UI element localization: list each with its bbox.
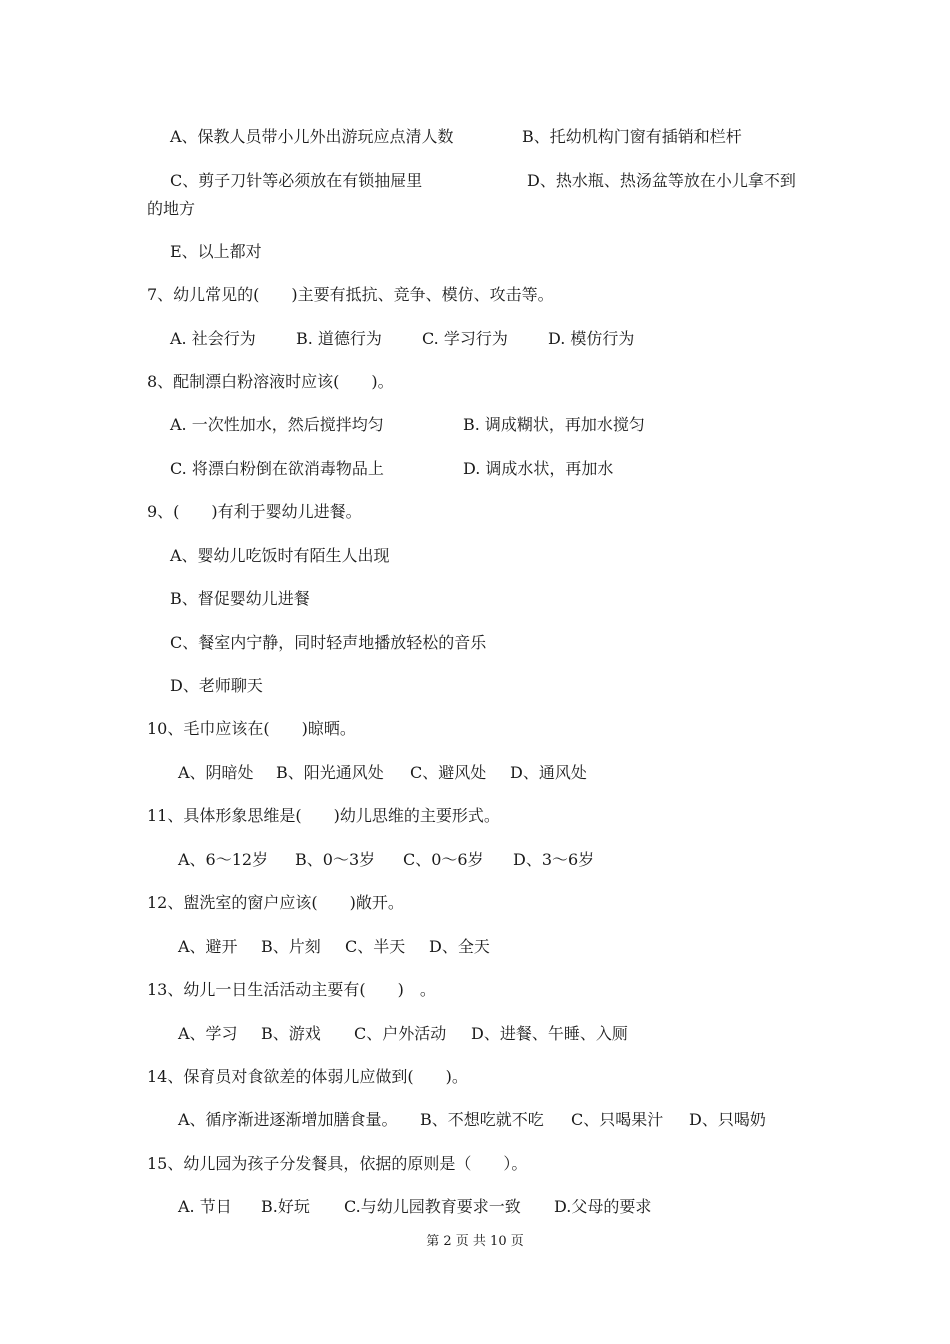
- q12-option-c: C、半天: [345, 937, 406, 956]
- q11-option-d: D、3～6岁: [513, 850, 595, 869]
- q15-option-a: A. 节日: [178, 1197, 232, 1216]
- q8-option-b: B. 调成糊状，再加水搅匀: [463, 415, 645, 434]
- q7-options: [170, 329, 634, 349]
- q8-option-d: D. 调成水状，再加水: [463, 459, 614, 478]
- q12-question: 12、盥洗室的窗户应该( )敞开。: [147, 893, 404, 912]
- q14-option-a: A、循序渐进逐渐增加膳食量。: [178, 1110, 398, 1129]
- q14-option-d: D、只喝奶: [689, 1110, 766, 1129]
- q12-option-a: A、避开: [178, 937, 238, 956]
- q7-question: 7、幼儿常见的( )主要有抵抗、竞争、模仿、攻击等。: [147, 285, 554, 304]
- q12-option-d: D、全天: [429, 937, 490, 956]
- q14-option-c: C、只喝果汁: [571, 1110, 664, 1129]
- q6-option-e: E、以上都对: [170, 242, 262, 261]
- q9-question: 9、( )有利于婴幼儿进餐。: [147, 502, 362, 521]
- q10-option-a: A、阴暗处: [178, 763, 254, 782]
- q15-options: [178, 1197, 651, 1217]
- q10-option-c: C、避风处: [410, 763, 487, 782]
- q15-option-c: C.与幼儿园教育要求一致: [344, 1197, 521, 1216]
- q11-option-b: B、0～3岁: [295, 850, 376, 869]
- q6-option-d-continued: 的地方: [147, 199, 196, 218]
- q14-options: [178, 1110, 766, 1130]
- q8-question: 8、配制漂白粉溶液时应该( )。: [147, 372, 394, 391]
- q13-option-b: B、游戏: [261, 1024, 321, 1043]
- q7-option-c: C. 学习行为: [422, 329, 508, 348]
- q9-option-c: C、餐室内宁静，同时轻声地播放轻松的音乐: [170, 633, 487, 652]
- q11-options: [178, 850, 594, 870]
- q11-option-a: A、6～12岁: [178, 850, 269, 869]
- q7-option-b: B. 道德行为: [296, 329, 382, 348]
- q11-option-c: C、0～6岁: [403, 850, 484, 869]
- q7-option-d: D. 模仿行为: [548, 329, 635, 348]
- q10-option-d: D、通风处: [510, 763, 587, 782]
- q13-option-a: A、学习: [178, 1024, 238, 1043]
- q10-option-b: B、阳光通风处: [276, 763, 384, 782]
- page-footer: 第 2 页 共 10 页: [426, 1234, 524, 1249]
- q12-options: [178, 937, 490, 957]
- q11-question: 11、具体形象思维是( )幼儿思维的主要形式。: [147, 806, 500, 825]
- q10-options: [178, 763, 587, 783]
- q15-option-b: B.好玩: [261, 1197, 310, 1216]
- q8-option-c: C. 将漂白粉倒在欲消毒物品上: [170, 459, 384, 478]
- q13-option-c: C、户外活动: [354, 1024, 447, 1043]
- q9-option-d: D、老师聊天: [170, 676, 263, 695]
- q6-option-c: C、剪子刀针等必须放在有锁抽屉里: [170, 171, 423, 190]
- q13-question: 13、幼儿一日生活活动主要有( ) 。: [147, 980, 436, 999]
- q9-option-b: B、督促婴幼儿进餐: [170, 589, 310, 608]
- q6-option-d: D、热水瓶、热汤盆等放在小儿拿不到: [527, 171, 796, 190]
- q6-option-b: B、托幼机构门窗有插销和栏杆: [522, 127, 742, 146]
- q15-question: 15、幼儿园为孩子分发餐具，依据的原则是（ ）。: [147, 1154, 528, 1173]
- q8-option-a: A. 一次性加水，然后搅拌均匀: [170, 415, 384, 434]
- q7-option-a: A. 社会行为: [170, 329, 256, 348]
- q9-option-a: A、婴幼儿吃饭时有陌生人出现: [170, 546, 390, 565]
- q10-question: 10、毛巾应该在( )晾晒。: [147, 719, 356, 738]
- q15-option-d: D.父母的要求: [554, 1197, 652, 1216]
- q6-option-a: A、保教人员带小儿外出游玩应点清人数: [170, 127, 454, 146]
- q14-question: 14、保育员对食欲差的体弱儿应做到( )。: [147, 1067, 468, 1086]
- q13-options: [178, 1024, 628, 1044]
- q13-option-d: D、进餐、午睡、入厕: [471, 1024, 628, 1043]
- q14-option-b: B、不想吃就不吃: [420, 1110, 544, 1129]
- q12-option-b: B、片刻: [261, 937, 321, 956]
